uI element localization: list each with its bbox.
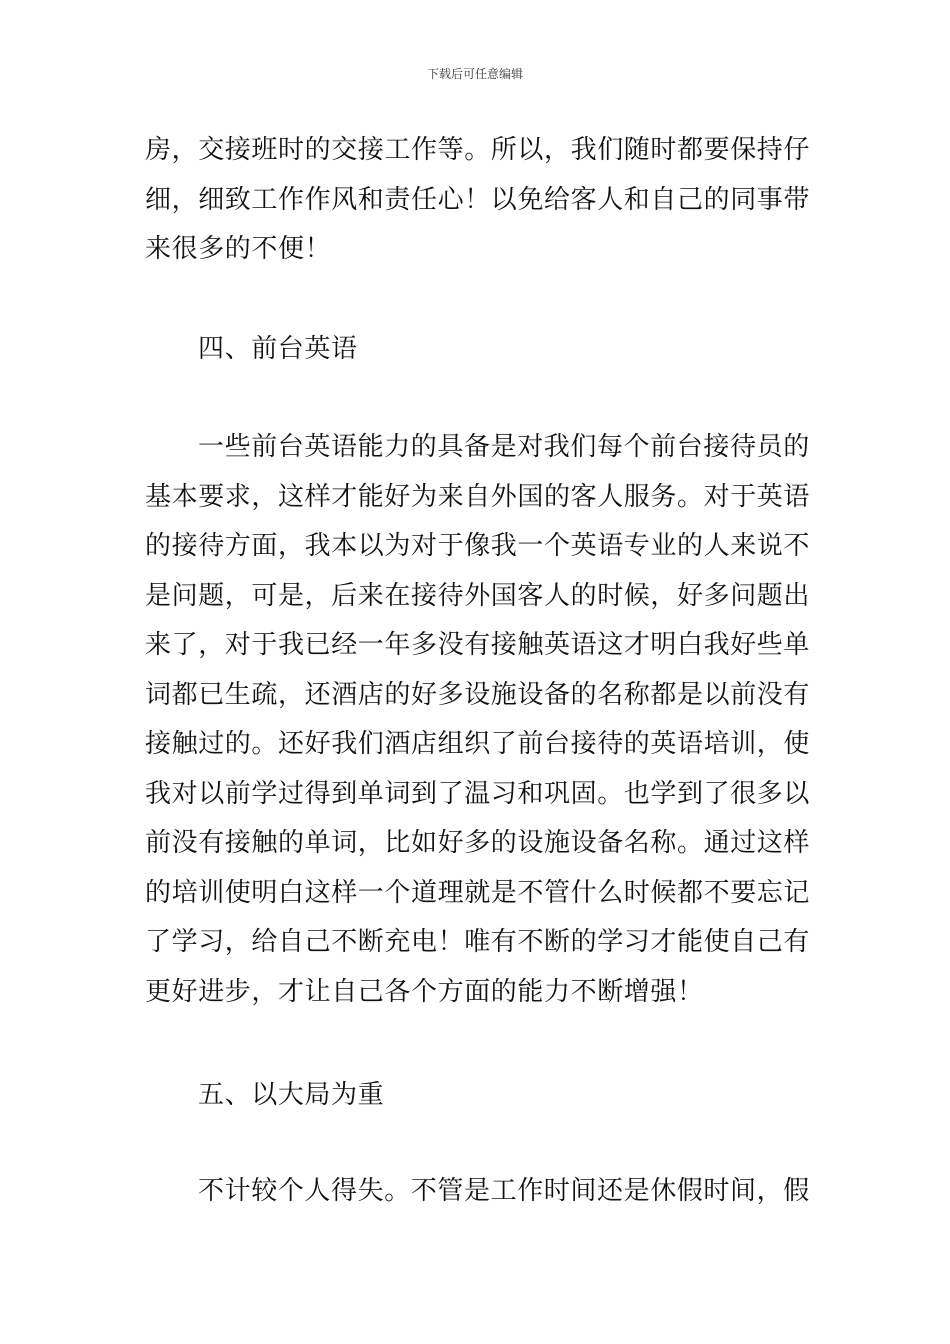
paragraph-line: 我对以前学过得到单词到了温习和巩固。也学到了很多以: [145, 778, 811, 809]
paragraph-line: 来了，对于我已经一年多没有接触英语这才明白我好些单: [145, 630, 811, 660]
paragraph-3: [145, 1167, 810, 1217]
paragraph-line: 一些前台英语能力的具备是对我们每个前台接待员的: [198, 432, 810, 462]
paragraph-line: 基本要求，这样才能好为来自外国的客人服务。对于英语: [145, 481, 811, 512]
paragraph-line: 词都已生疏，还酒店的好多设施设备的名称都是以前没有: [145, 679, 811, 710]
paragraph-1: [145, 126, 811, 275]
paragraph-line: 接触过的。还好我们酒店组织了前台接待的英语培训，使: [145, 729, 811, 759]
paragraph-2: [145, 423, 811, 1017]
paragraph-line: 的接待方面，我本以为对于像我一个英语专业的人来说不: [145, 531, 811, 561]
paragraph-line: 不计较个人得失。不管是工作时间还是休假时间，假: [198, 1176, 810, 1206]
section-heading-5: 五、以大局为重: [198, 1080, 385, 1110]
paragraph-line: 了学习，给自己不断充电！唯有不断的学习才能使自己有: [145, 927, 811, 957]
paragraph-line: 的培训使明白这样一个道理就是不管什么时候都不要忘记: [145, 877, 811, 908]
paragraph-line: 房，交接班时的交接工作等。所以，我们随时都要保持仔: [145, 135, 811, 165]
section-heading-4: 四、前台英语: [198, 334, 358, 364]
paragraph-line: 来很多的不便！: [145, 234, 332, 264]
paragraph-line: 前没有接触的单词，比如好多的设施设备名称。通过这样: [145, 828, 811, 858]
paragraph-line: 细，细致工作作风和责任心！以免给客人和自己的同事带: [145, 184, 811, 215]
page-header: 下载后可任意编辑: [426, 67, 523, 81]
paragraph-line: 是问题，可是，后来在接待外国客人的时候，好多问题出: [145, 580, 811, 611]
paragraph-line: 更好进步，才让自己各个方面的能力不断增强！: [145, 976, 704, 1007]
